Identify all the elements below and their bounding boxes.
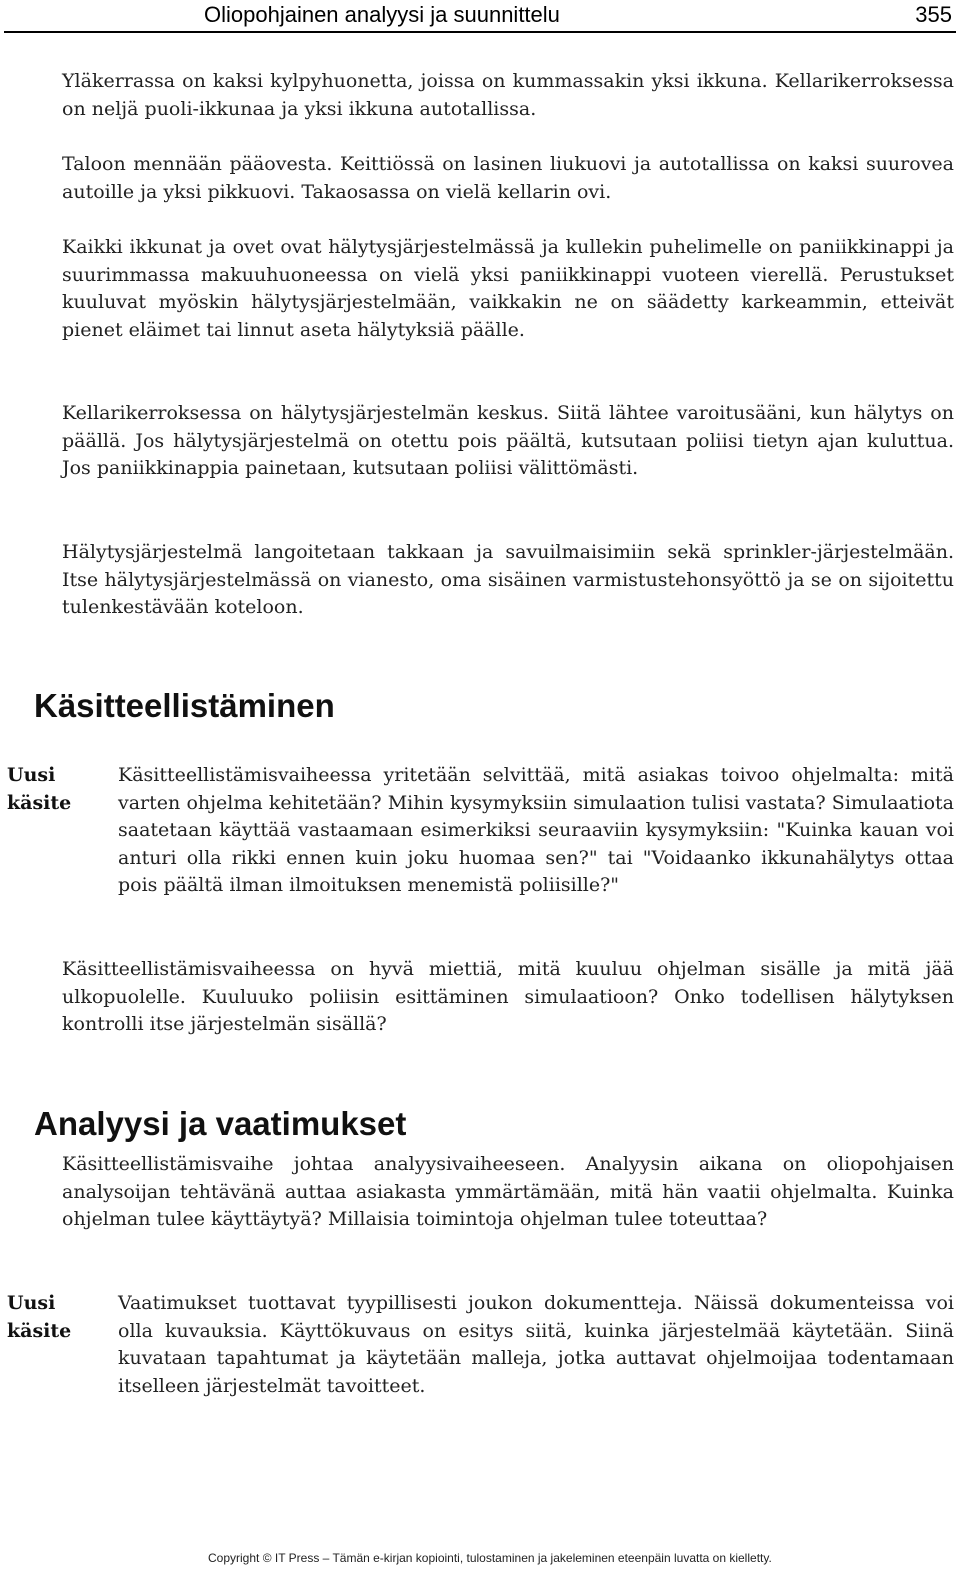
section-heading-analysis: Analyysi ja vaatimukset xyxy=(34,1105,407,1142)
page-header xyxy=(0,0,960,32)
margin-note-new-concept: Uusi käsite xyxy=(7,764,72,814)
paragraph-conceptualization-questions: Käsitteellistämisvaiheessa yritetään selvittää, mitä asiakas toivoo ohjelmalta: mitä varten ohjelma kehitetään? Mihin kysymyksiin simulaation tulisi vastata? Simulaatiota saatetaan käyttää vastaamaan esimerkiksi seuraaviin kysymyksiin: "Kuinka kauan voi anturi olla rikki ennen kuin joku huomaa sen?" tai "Voidaanko ikkunahälytys ottaa pois päältä ilman ilmoituksen menemistä poliisille?" xyxy=(118,764,954,896)
running-title: Oliopohjainen analyysi ja suunnittelu xyxy=(204,2,560,27)
page-number: 355 xyxy=(915,2,952,27)
paragraph-wiring: Hälytysjärjestelmä langoitetaan takkaan ja savuilmaisimiin sekä sprinkler-järjestelmään. Itse hälytysjärjestelmässä on vianesto, oma sisäinen varmistustehonsyöttö ja se on sijoitettu tulenkestävään koteloon. xyxy=(62,541,954,618)
paragraph-entrances: Taloon mennään pääovesta. Keittiössä on lasinen liukuovi ja autotallissa on kaksi suurovea autoille ja yksi pikkuovi. Takaosassa on vielä kellarin ovi. xyxy=(62,153,954,203)
paragraph-upstairs: Yläkerrassa on kaksi kylpyhuonetta, joissa on kummassakin yksi ikkuna. Kellarikerroksessa on neljä puoli-ikkunaa ja yksi ikkuna autotallissa. xyxy=(62,70,954,120)
copyright-footer: Copyright © IT Press – Tämän e-kirjan kopiointi, tulostaminen ja jakeleminen eteenpäin luvatta on kielletty. xyxy=(208,1551,772,1565)
header-rule xyxy=(4,31,956,33)
margin-note-new-concept: Uusi käsite xyxy=(7,1292,72,1342)
section-heading-conceptualization: Käsitteellistäminen xyxy=(34,687,335,724)
paragraph-alarm-coverage: Kaikki ikkunat ja ovet ovat hälytysjärjestelmässä ja kullekin puhelimelle on paniikkinappi ja suurimmassa makuuhuoneessa on vielä yksi paniikkinappi vuoteen vierellä. Perustukset kuuluvat myöskin hälytysjärjestelmään, vaikkakin ne on säädetty karkeammin, etteivät pienet eläimet tai linnut aseta hälytyksiä päälle. xyxy=(62,236,954,341)
paragraph-requirements: Vaatimukset tuottavat tyypillisesti joukon dokumentteja. Näissä dokumenteissa voi olla kuvauksia. Käyttökuvaus on esitys siitä, kuinka järjestelmää käytetään. Siinä kuvataan tapahtumat ja käytetään malleja, jotka auttavat ohjelmoijaa todentamaan itselleen järjestelmät tavoitteet. xyxy=(118,1292,954,1397)
paragraph-conceptualization-scope: Käsitteellistämisvaiheessa on hyvä miettiä, mitä kuuluu ohjelman sisälle ja mitä jää ulkopuolelle. Kuuluuko poliisin esittäminen simulaatioon? Onko todellisen hälytyksen kontrolli itse järjestelmän sisällä? xyxy=(62,958,954,1035)
paragraph-alarm-center: Kellarikerroksessa on hälytysjärjestelmän keskus. Siitä lähtee varoitusääni, kun hälytys on päällä. Jos hälytysjärjestelmä on otettu pois päältä, kutsutaan poliisi tietyn ajan kuluttua. Jos paniikkinappia painetaan, kutsutaan poliisi välittömästi. xyxy=(62,402,954,479)
paragraph-analysis-intro: Käsitteellistämisvaihe johtaa analyysivaiheeseen. Analyysin aikana on oliopohjaisen analysoijan tehtävänä auttaa asiakasta ymmärtämään, mitä hän vaatii ohjelmalta. Kuinka ohjelman tulee käyttäytyä? Millaisia toimintoja ohjelman tulee toteuttaa? xyxy=(62,1153,954,1230)
